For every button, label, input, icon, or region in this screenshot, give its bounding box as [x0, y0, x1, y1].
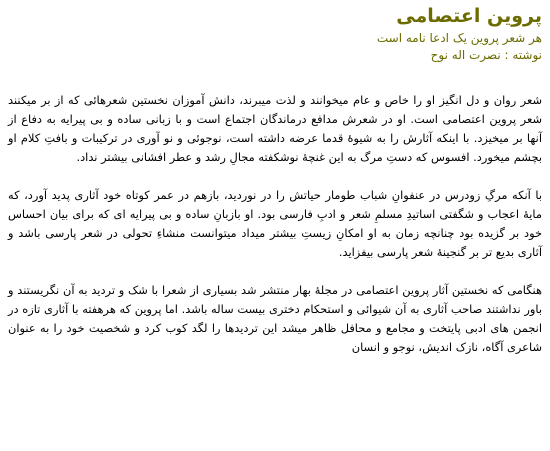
article-author: نوشته : نصرت اله نوح: [430, 48, 542, 62]
paragraph-2: با آنکه مرگِ زودرس در عنفوانِ شباب طومار حیاتش را در نوردید، بازهم در عمر کوتاه خود آثاری پدید آورد، که مایهٔ اعجاب و شگفتی اساتیدِ مسلمِ شعر و ادبِ فارسی بود. او بازبانِ ساده و بی پیرایه ای که برای بیان احساس خود بر گزیده بود چنانچه زمان به او امکانِ زیستِ بیشتر میداد میتوانست منشاءِ تحولی در شعر پارسی باشد و آثاری بدیع تر بر گنجینهٔ شعر پارسی بیفزاید.: [8, 188, 542, 259]
paragraph-3: هنگامی که نخستین آثار پروین اعتصامی در مجلهٔ بهار منتشر شد بسیاری از شعرا با شک و تردید به آن نگریستند و باور نداشتند صاحب آثاری به آن شیوائی و استحکام دختری بیست ساله باشد. اما پروین که هرهفته با آثاری تازه در انجمن های ادبی پایتخت و مجامع و محافل ظاهر میشد این تردیدها را لگد کوب کرد و شخصیت خود را به عنوان شاعری آگاه، نازک اندیش، نوجو و انسان: [8, 283, 542, 354]
article-title: پروین اعتصامی: [396, 5, 542, 27]
paragraph-1: شعر روان و دل انگیز او را خاص و عام میخوانند و لذت میبرند، دانش آموزان نخستین شعرهائی که از بر میکنند شعر پروین اعتصامی است. او در شعرش مدافع درماندگان اجتماع است و با زبانی ساده و بی پیرایه به دفاع از آنها بر میخیزد. با اینکه آثارش را به شیوهٔ قدما عرضه داشته است، نوجوئی و نو آوری در ترکیبات و بافتِ کلام او بچشم میخورد. افسوس که دستِ مرگ به این غنچهٔ نوشکفته مجالِ رشد و عطر افشانی بیشتر نداد.: [8, 93, 542, 164]
article-subtitle: هر شعر پروین یک ادعا نامه است: [376, 31, 542, 45]
